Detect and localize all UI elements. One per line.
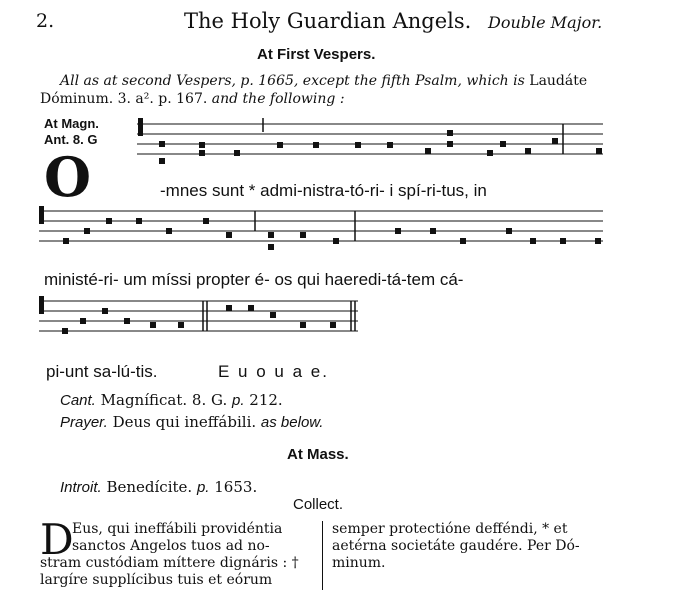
collect-left-line-2: sanctos Angelos tuos ad no- (72, 538, 270, 554)
staff-1 (137, 124, 603, 154)
euouae: E u o u a e. (218, 362, 329, 381)
canticle-text: Magníficat. 8. G. (100, 391, 228, 409)
intro-psalm-ref: Dóminum. 3. a². p. 167. (40, 91, 208, 107)
introit-page-label: p. (196, 479, 210, 496)
lyrics-line-2: ministé-ri- um míssi propter é- os qui haeredi-tá-tem cá- (44, 270, 464, 289)
neumes-staff-3 (62, 305, 336, 334)
antiphon-label-line-1: At Magn. (44, 116, 99, 131)
mass-heading: At Mass. (287, 446, 349, 463)
do-clef-1 (138, 118, 143, 136)
canticle-line (60, 391, 283, 409)
first-vespers-heading: At First Vespers. (257, 46, 376, 63)
collect-right-line-2: aetérna societáte gaudére. Per Dó- (332, 538, 580, 554)
prayer-text: Deus qui ineffábili. (112, 413, 257, 431)
neumes-staff-1 (159, 130, 602, 164)
staff-3 (39, 301, 358, 331)
section-number: 2. (36, 10, 55, 32)
do-clef-3 (39, 296, 44, 314)
introit-page: 1653. (214, 478, 258, 496)
collect-left-line-4: largíre supplícibus tuis et eórum (40, 572, 273, 588)
introit-label: Introit. (60, 479, 102, 496)
prayer-note: as below. (260, 414, 324, 431)
collect-right-line-1: semper protectióne defféndi, * et (332, 521, 568, 537)
canticle-label: Cant. (60, 392, 96, 409)
collect-right-line-3: minum. (332, 555, 386, 571)
canticle-page: 212. (249, 391, 283, 409)
antiphon-label (44, 116, 99, 148)
staff-2 (39, 211, 603, 241)
prayer-label: Prayer. (60, 414, 108, 431)
introit-line (60, 478, 257, 496)
collect-dropcap: D (40, 515, 74, 564)
column-divider (322, 521, 323, 590)
lyrics-line-3: pi-unt sa-lú-tis. (46, 362, 158, 381)
canticle-page-label: p. (232, 392, 245, 409)
intro-rubric-2: and the following : (211, 91, 345, 107)
collect-heading: Collect. (293, 496, 344, 513)
feast-rank: Double Major. (488, 13, 603, 32)
collect-left-line-1: Eus, qui ineffábili providéntia (72, 521, 283, 537)
introit-text: Benedícite. (106, 478, 193, 496)
antiphon-label-line-2: Ant. 8. G (44, 132, 98, 147)
intro-rubric-1: All as at second Vespers, p. 1665, except the fifth Psalm, which is (60, 73, 525, 89)
prayer-line (60, 413, 323, 431)
lyrics-line-1: -mnes sunt * admi-nistra-tó-ri- i spí-ri-tus, in (160, 181, 487, 200)
neumes-staff-2 (63, 218, 601, 250)
feast-title: The Holy Guardian Angels. (184, 9, 472, 33)
collect-left-line-3: stram custódiam míttere dignáris : † (40, 555, 299, 571)
initial-letter: O (44, 145, 92, 209)
intro-psalm: Laudáte (529, 73, 588, 89)
